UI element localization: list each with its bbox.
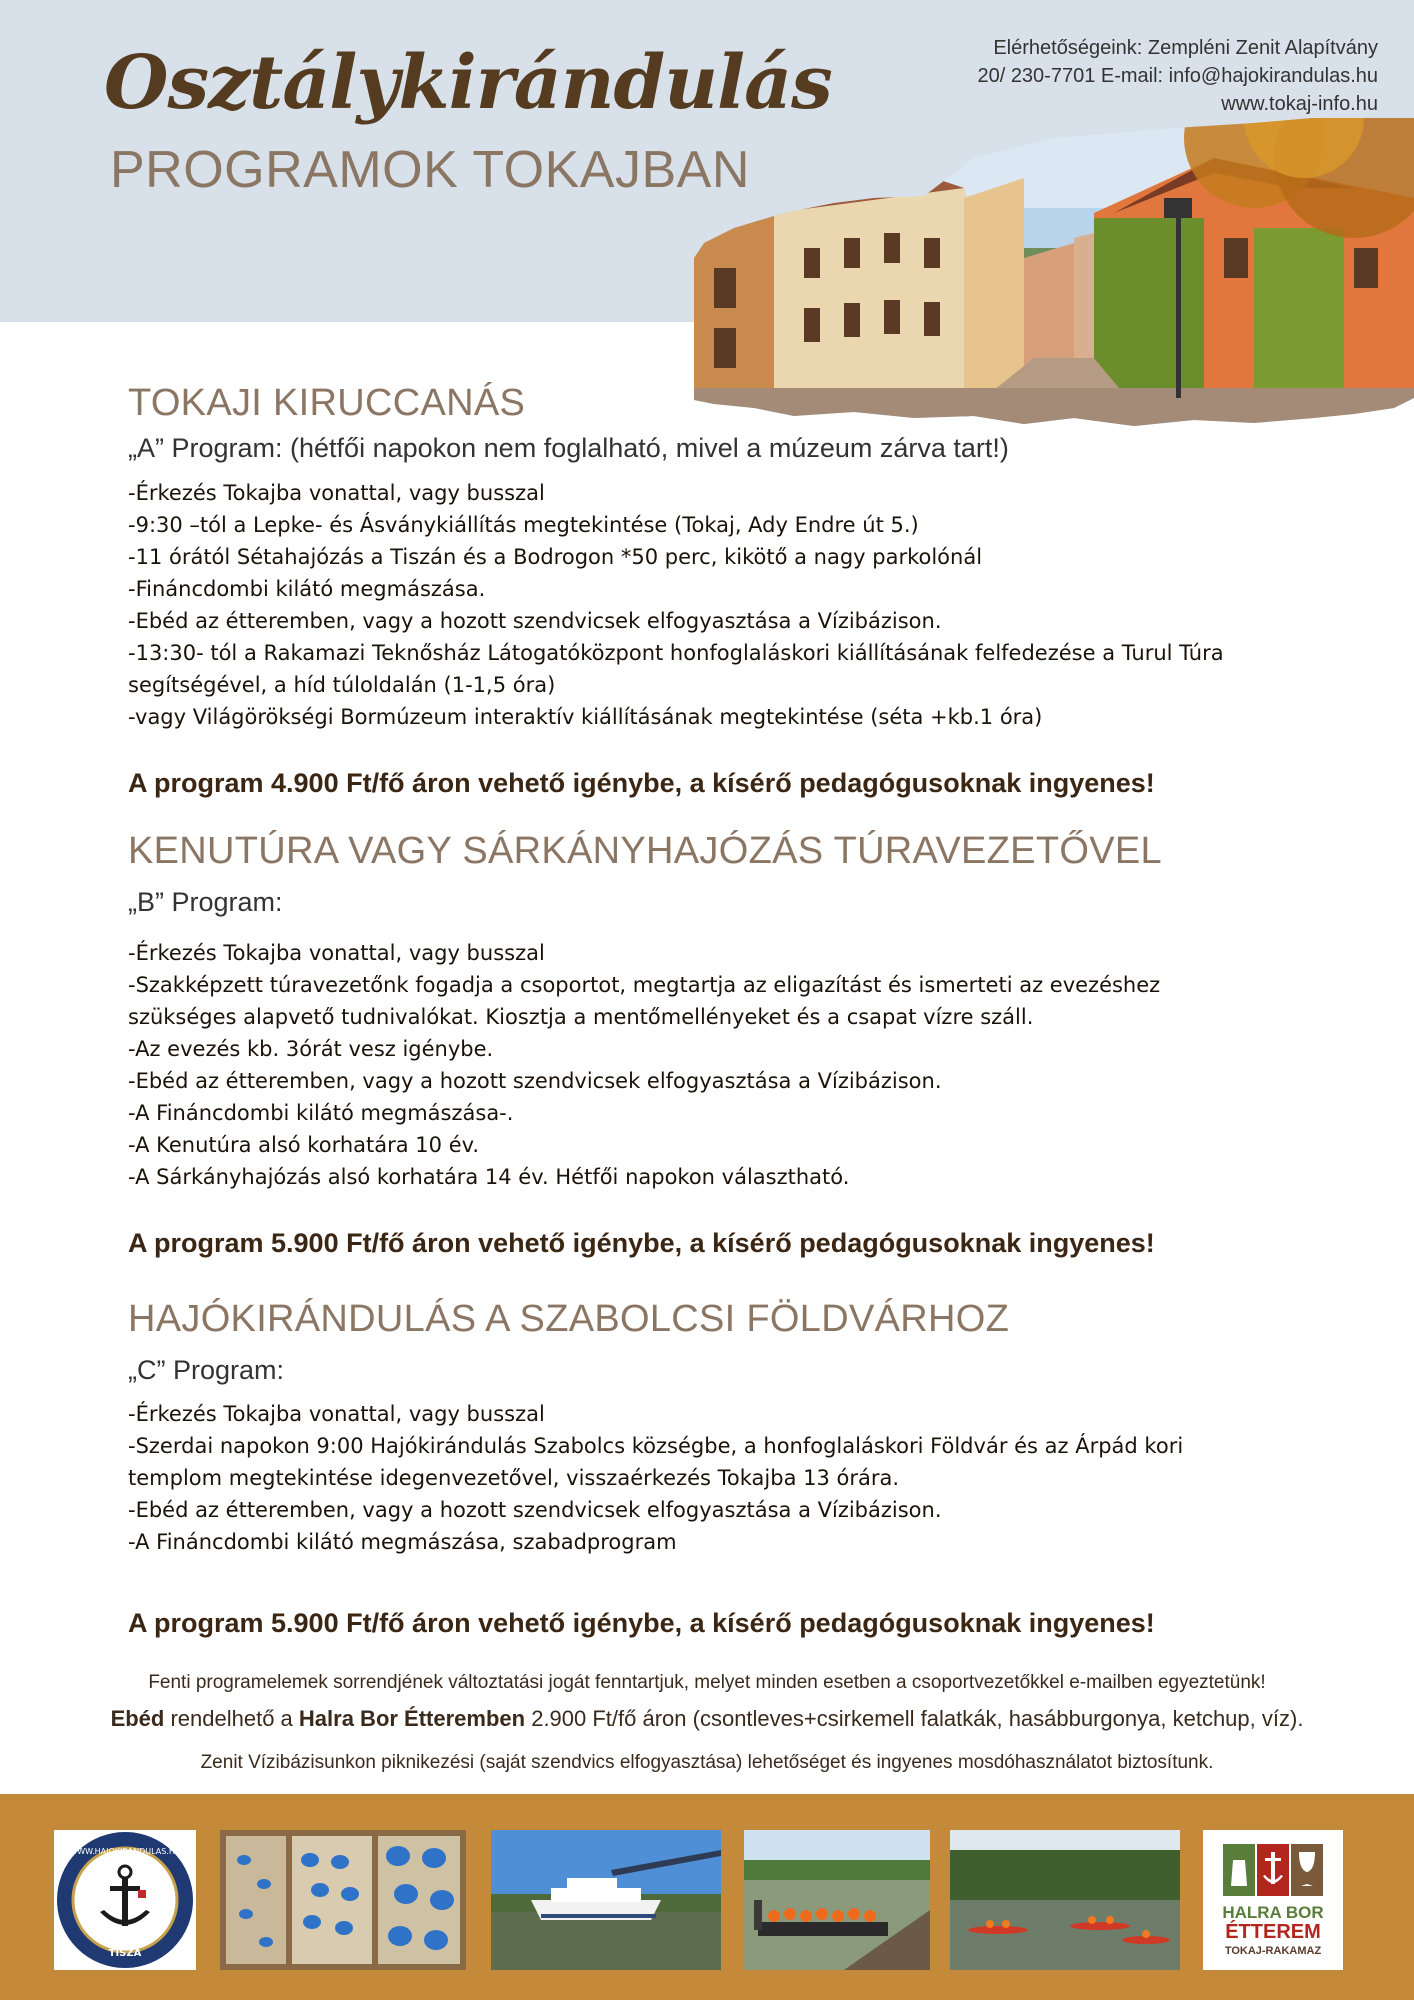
- list-item: templom megtekintése idegenvezetővel, visszaérkezés Tokajba 13 órára.: [128, 1466, 900, 1490]
- contact-line-organization: Elérhetőségeink: Zempléni Zenit Alapítvány: [993, 37, 1378, 59]
- contact-line-phone-email[interactable]: 20/ 230-7701 E-mail: info@hajokirandulas.hu: [977, 65, 1378, 87]
- list-item: -A Fináncdombi kilátó megmászása, szabadprogram: [128, 1530, 677, 1554]
- butterfly-exhibit-photo: [220, 1830, 466, 1970]
- section-b: [128, 830, 1318, 1193]
- section-b-price: A program 5.900 Ft/fő áron vehető igénybe, a kísérő pedagógusoknak ingyenes!: [128, 1228, 1155, 1258]
- page-title: Osztálykirándulás: [104, 40, 832, 126]
- list-item: -11 órától Sétahajózás a Tiszán és a Bodrogon *50 perc, kikötő a nagy parkolónál: [128, 545, 983, 569]
- list-item: -A Kenutúra alsó korhatára 10 év.: [128, 1133, 480, 1157]
- list-item: -Érkezés Tokajba vonattal, vagy busszal: [128, 481, 545, 505]
- logo-text-top: WWW.HAJOKIRANDULAS.HU: [69, 1847, 181, 1856]
- lunch-label: Ebéd: [110, 1706, 165, 1731]
- dragon-boat-photo: [744, 1830, 930, 1970]
- list-item: -Érkezés Tokajba vonattal, vagy busszal: [128, 1402, 545, 1426]
- section-a-price: A program 4.900 Ft/fő áron vehető igénybe, a kísérő pedagógusoknak ingyenes!: [128, 768, 1155, 798]
- list-item: -Szakképzett túravezetőnk fogadja a csoportot, megtartja az eligazítást és ismerteti az evezéshez: [128, 973, 1161, 997]
- footer-note-picnic: Zenit Vízibázisunkon piknikezési (saját szendvics elfogyasztása) lehetőséget és ingyenes mosdóhasználatot biztosítunk.: [200, 1752, 1214, 1773]
- section-b-title: KENUTÚRA VAGY SÁRKÁNYHAJÓZÁS TÚRAVEZETŐVEL: [128, 830, 1162, 872]
- lunch-text-1: rendelhető a: [164, 1706, 299, 1731]
- hajokirandulas-logo[interactable]: [54, 1830, 196, 1970]
- list-item: -13:30- tól a Rakamazi Teknősház Látogatóközpont honfoglaláskori kiállításának felfedezése a Turul Túra: [128, 641, 1224, 665]
- section-c-title: HAJÓKIRÁNDULÁS A SZABOLCSI FÖLDVÁRHOZ: [128, 1298, 1010, 1340]
- footer-note-lunch: [0, 1706, 1414, 1732]
- section-c-list: [128, 1398, 1318, 1558]
- fish-icon: [1231, 1860, 1247, 1886]
- halra-bor-etterem-logo[interactable]: [1203, 1830, 1343, 1970]
- river-ship-photo: [491, 1830, 721, 1970]
- contact-info: [977, 34, 1378, 118]
- page-subtitle: PROGRAMOK TOKAJBAN: [110, 141, 750, 199]
- section-b-list: [128, 937, 1318, 1193]
- section-b-program-label: „B” Program:: [128, 887, 283, 917]
- lunch-text-2: 2.900 Ft/fő áron (csontleves+csirkemell falatkák, hasábburgonya, ketchup, víz).: [525, 1706, 1304, 1731]
- section-a: [128, 382, 1318, 733]
- section-c-price: A program 5.900 Ft/fő áron vehető igénybe, a kísérő pedagógusoknak ingyenes!: [128, 1608, 1155, 1638]
- restaurant-logo-line2: ÉTTEREM: [1225, 1921, 1321, 1943]
- footer-note-schedule: Fenti programelemek sorrendjének változtatási jogát fenntartjuk, melyet minden esetben a csoportvezetőkkel e-mailben egyeztetünk!: [148, 1672, 1266, 1693]
- list-item: -Szerdai napokon 9:00 Hajókirándulás Szabolcs községbe, a honfoglaláskori Földvár és az Árpád kori: [128, 1434, 1184, 1458]
- canoe-tour-photo: [950, 1830, 1180, 1970]
- list-item: -Az evezés kb. 3órát vesz igénybe.: [128, 1037, 494, 1061]
- logo-text-bottom: TISZA: [108, 1948, 142, 1959]
- section-a-title: TOKAJI KIRUCCANÁS: [128, 382, 526, 424]
- list-item: -9:30 –tól a Lepke- és Ásványkiállítás megtekintése (Tokaj, Ady Endre út 5.): [128, 513, 919, 537]
- list-item: szükséges alapvető tudnivalókat. Kiosztja a mentőmellényeket és a csapat vízre száll.: [128, 1005, 1034, 1029]
- contact-line-website[interactable]: www.tokaj-info.hu: [1221, 93, 1378, 115]
- list-item: -Fináncdombi kilátó megmászása.: [128, 577, 486, 601]
- list-item: -A Fináncdombi kilátó megmászása-.: [128, 1101, 514, 1125]
- section-a-list: [128, 477, 1318, 733]
- list-item: -Ebéd az étteremben, vagy a hozott szendvicsek elfogyasztása a Vízibázison.: [128, 1498, 942, 1522]
- restaurant-logo-line1: HALRA BOR: [1222, 1903, 1324, 1922]
- restaurant-name: Halra Bor Étteremben: [298, 1706, 526, 1731]
- restaurant-logo-line3: TOKAJ-RAKAMAZ: [1224, 1945, 1322, 1957]
- list-item: -A Sárkányhajózás alsó korhatára 14 év. Hétfői napokon választható.: [128, 1165, 850, 1189]
- section-c-program-label: „C” Program:: [128, 1355, 285, 1385]
- list-item: -Ebéd az étteremben, vagy a hozott szendvicsek elfogyasztása a Vízibázison.: [128, 1069, 942, 1093]
- section-a-program-label: „A” Program: (hétfői napokon nem foglalható, mivel a múzeum zárva tart!): [128, 433, 1009, 463]
- list-item: segítségével, a híd túloldalán (1-1,5 óra): [128, 673, 556, 697]
- list-item: -vagy Világörökségi Bormúzeum interaktív kiállításának megtekintése (séta +kb.1 óra): [128, 705, 1043, 729]
- list-item: -Érkezés Tokajba vonattal, vagy busszal: [128, 941, 545, 965]
- section-c: [128, 1298, 1318, 1558]
- list-item: -Ebéd az étteremben, vagy a hozott szendvicsek elfogyasztása a Vízibázison.: [128, 609, 942, 633]
